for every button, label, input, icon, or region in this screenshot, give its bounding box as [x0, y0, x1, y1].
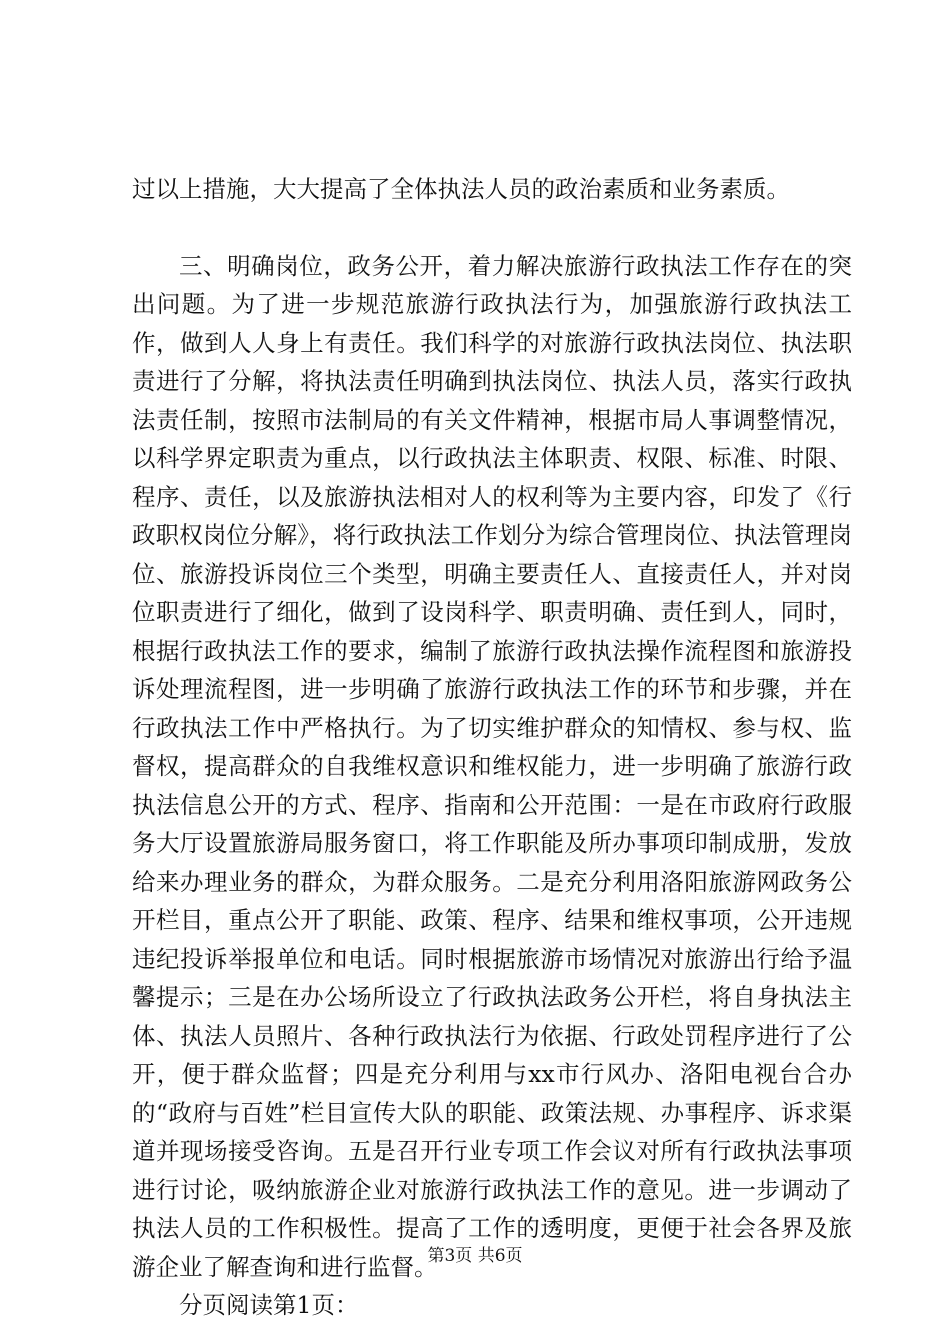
paragraph-gap: [132, 209, 852, 247]
paragraph-page-link: 分页阅读第1页：: [179, 1291, 359, 1319]
paragraph-continuation: 过以上措施，大大提高了全体执法人员的政治素质和业务素质。: [132, 175, 790, 203]
document-body: [132, 170, 852, 1325]
paragraph-section-three: 三、明确岗位，政务公开，着力解决旅游行政执法工作存在的突出问题。为了进一步规范旅游行政执法行为，加强旅游行政执法工作，做到人人身上有责任。我们科学的对旅游行政执法岗位、执法职责进行了分解，将执法责任明确到执法岗位、执法人员，落实行政执法责任制，按照市法制局的有关文件精神，根据市局人事调整情况，以科学界定职责为重点，以行政执法主体职责、权限、标准、时限、程序、责任，以及旅游执法相对人的权利等为主要内容，印发了《行政职权岗位分解》，将行政执法工作划分为综合管理岗位、执法管理岗位、旅游投诉岗位三个类型，明确主要责任人、直接责任人，并对岗位职责进行了细化，做到了设岗科学、职责明确、责任到人，同时，根据行政执法工作的要求，编制了旅游行政执法操作流程图和旅游投诉处理流程图，进一步明确了旅游行政执法工作的环节和步骤，并在行政执法工作中严格执行。为了切实维护群众的知情权、参与权、监督权，提高群众的自我维权意识和维权能力，进一步明确了旅游行政执法信息公开的方式、程序、指南和公开范围：一是在市政府行政服务大厅设置旅游局服务窗口，将工作职能及所办事项印制成册，发放给来办理业务的群众，为群众服务。二是充分利用洛阳旅游网政务公开栏目，重点公开了职能、政策、程序、结果和维权事项，公开违规违纪投诉举报单位和电话。同时根据旅游市场情况对旅游出行给予温馨提示；三是在办公场所设立了行政执法政务公开栏，将自身执法主体、执法人员照片、各种行政执法行为依据、行政处罚程序进行了公开，便于群众监督；四是充分利用与xx市行风办、洛阳电视台合办的“政府与百姓”栏目宣传大队的职能、政策法规、办事程序、诉求渠道并现场接受咨询。五是召开行业专项工作会议对所有行政执法事项进行讨论，吸纳旅游企业对旅游行政执法工作的意见。进一步调动了执法人员的工作积极性。提高了工作的透明度，更便于社会各界及旅游企业了解查询和进行监督。: [132, 251, 852, 1281]
page-footer: 第3页 共6页: [427, 1246, 523, 1266]
